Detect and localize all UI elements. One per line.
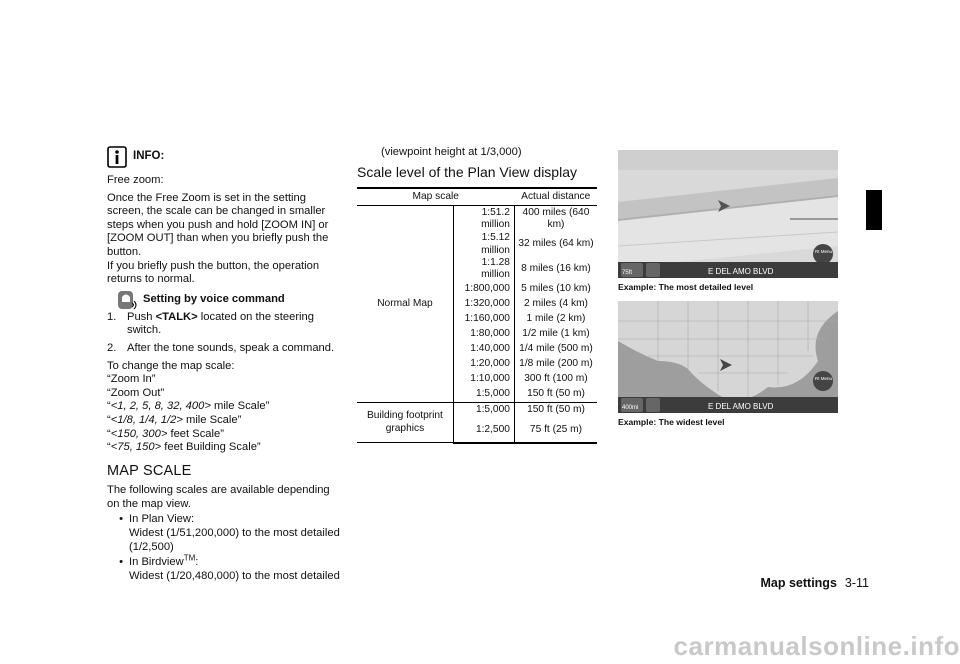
command-line: “Zoom Out” xyxy=(107,386,165,399)
command-line: “<1/8, 1/4, 1/2> mile Scale” xyxy=(107,413,242,426)
widest-caption: Example: The widest level xyxy=(618,416,725,427)
table-header-row xyxy=(357,188,597,206)
menu-badge-text: Rt Menu xyxy=(815,249,833,254)
distance-cell: 400 miles (640 km) xyxy=(522,206,590,231)
scale-table-body xyxy=(357,206,597,443)
distance-cell: 1/2 mile (1 km) xyxy=(522,328,590,340)
scale-cell: 1:10,000 xyxy=(453,372,514,387)
map-scale-bullets xyxy=(107,513,345,583)
header-map-scale: Map scale xyxy=(357,188,514,206)
distance-cell: 1/8 mile (200 m) xyxy=(519,358,593,370)
list-item xyxy=(107,342,345,356)
section-tab xyxy=(866,190,882,230)
bullet-title: In Birdview xyxy=(129,556,184,569)
bullet-dot: • xyxy=(119,513,123,526)
command-line: “<1, 2, 5, 8, 32, 400> mile Scale” xyxy=(107,400,270,413)
list-item xyxy=(107,513,345,554)
distance-cell: 75 ft (25 m) xyxy=(514,418,597,443)
detailed-map-image xyxy=(618,150,838,278)
detailed-caption: Example: The most detailed level xyxy=(618,282,754,292)
list-item xyxy=(107,311,345,338)
scale-cell: 1:80,000 xyxy=(453,327,514,342)
commands-intro: To change the map scale: xyxy=(107,359,235,372)
bullet-dot: • xyxy=(119,556,123,569)
table-row xyxy=(357,206,597,233)
page-footer xyxy=(761,576,870,590)
bullet-title: In Plan View: xyxy=(129,513,195,526)
scale-cell: 1:51.2 million xyxy=(453,206,514,233)
scale-cell: 1:40,000 xyxy=(453,342,514,357)
footer-section: Map settings xyxy=(760,576,837,590)
voice-command-header xyxy=(115,289,345,311)
header-actual-distance: Actual distance xyxy=(514,188,597,206)
right-column xyxy=(618,150,840,435)
info-header xyxy=(107,146,345,168)
table-row xyxy=(357,402,597,418)
map-scale-heading: MAP SCALE xyxy=(107,462,192,479)
left-column xyxy=(107,146,345,583)
scale-cell: 1:800,000 xyxy=(453,282,514,297)
category-normal-map: Normal Map xyxy=(357,206,453,403)
distance-cell: 300 ft (100 m) xyxy=(524,373,588,385)
free-zoom-label: Free zoom: xyxy=(107,174,164,186)
scale-badge-text: 400mi xyxy=(622,404,639,411)
steps-list xyxy=(107,311,345,356)
distance-cell: 2 miles (4 km) xyxy=(523,298,588,310)
scale-cell: 1:5,000 xyxy=(453,402,514,418)
table-title: Scale level of the Plan View display xyxy=(357,163,577,180)
watermark: carmanualsonline.info xyxy=(673,631,960,661)
voice-command-title: Setting by voice command xyxy=(143,292,285,305)
map-scale-intro: The following scales are available depending on the map view. xyxy=(107,484,330,510)
step-text: After the tone sounds, speak a command. xyxy=(127,341,335,354)
vehicle-icon xyxy=(646,263,660,277)
widest-map-image xyxy=(618,301,838,413)
step-number: 2. xyxy=(107,341,117,354)
street-name: E DEL AMO BLVD xyxy=(708,401,774,411)
vehicle-icon xyxy=(646,398,660,412)
distance-cell: 1/4 mile (500 m) xyxy=(519,343,593,355)
bullet-text: Widest (1/20,480,000) to the most detailed xyxy=(129,569,340,582)
voice-commands-list xyxy=(107,373,345,455)
street-name: E DEL AMO BLVD xyxy=(708,267,774,276)
scale-cell: 1:5.12 million xyxy=(453,232,514,257)
distance-cell: 150 ft (50 m) xyxy=(527,404,585,416)
scale-table xyxy=(357,187,597,444)
command-line: “<150, 300> feet Scale” xyxy=(107,427,224,440)
scale-cell: 1:320,000 xyxy=(453,297,514,312)
bullet-text: Widest (1/51,200,000) to the most detailed (1/2,500) xyxy=(129,527,340,553)
scale-badge-text: 75ft xyxy=(622,270,633,276)
voice-command-icon xyxy=(115,289,137,311)
command-line: “Zoom In” xyxy=(107,373,156,386)
brief-push-text: If you briefly push the button, the operation returns to normal. xyxy=(107,259,320,286)
continuation-text: (viewpoint height at 1/3,000) xyxy=(381,146,522,158)
info-icon xyxy=(107,146,127,168)
menu-badge-icon xyxy=(813,244,833,264)
command-line: “<75, 150> feet Building Scale” xyxy=(107,441,261,454)
talk-key: <TALK> xyxy=(155,310,198,323)
trademark-sup: TM xyxy=(183,553,196,563)
scale-cell: 1:20,000 xyxy=(453,357,514,372)
middle-column xyxy=(357,146,597,444)
menu-badge-icon xyxy=(813,371,833,391)
page-number: 3-11 xyxy=(844,576,869,590)
distance-cell: 8 miles (16 km) xyxy=(521,263,591,275)
distance-cell: 32 miles (64 km) xyxy=(518,238,594,250)
distance-cell: 5 miles (10 km) xyxy=(521,283,591,295)
step-number: 1. xyxy=(107,310,117,323)
scale-cell: 1:2,500 xyxy=(453,418,514,443)
step-text: Push <TALK> located on the steering switch. xyxy=(127,310,314,337)
distance-cell: 1 mile (2 km) xyxy=(526,313,586,325)
free-zoom-text: Once the Free Zoom is set in the setting screen, the scale can be changed in smaller steps when you push and hold [ZOOM IN] or [ZOOM OUT] than when you briefly push the button. xyxy=(107,191,329,258)
info-title: INFO: xyxy=(133,150,165,163)
list-item: • In Birdview™: Widest (1/20,480,000) to the most detailed xyxy=(107,556,345,583)
distance-cell: 150 ft (50 m) xyxy=(514,387,597,403)
scale-cell: 1:160,000 xyxy=(453,312,514,327)
scale-cell: 1:1.28 million xyxy=(453,257,514,282)
category-building: Building footprint graphics xyxy=(357,402,453,443)
menu-badge-text: Rt Menu xyxy=(815,375,833,381)
scale-cell: 1:5,000 xyxy=(453,387,514,403)
